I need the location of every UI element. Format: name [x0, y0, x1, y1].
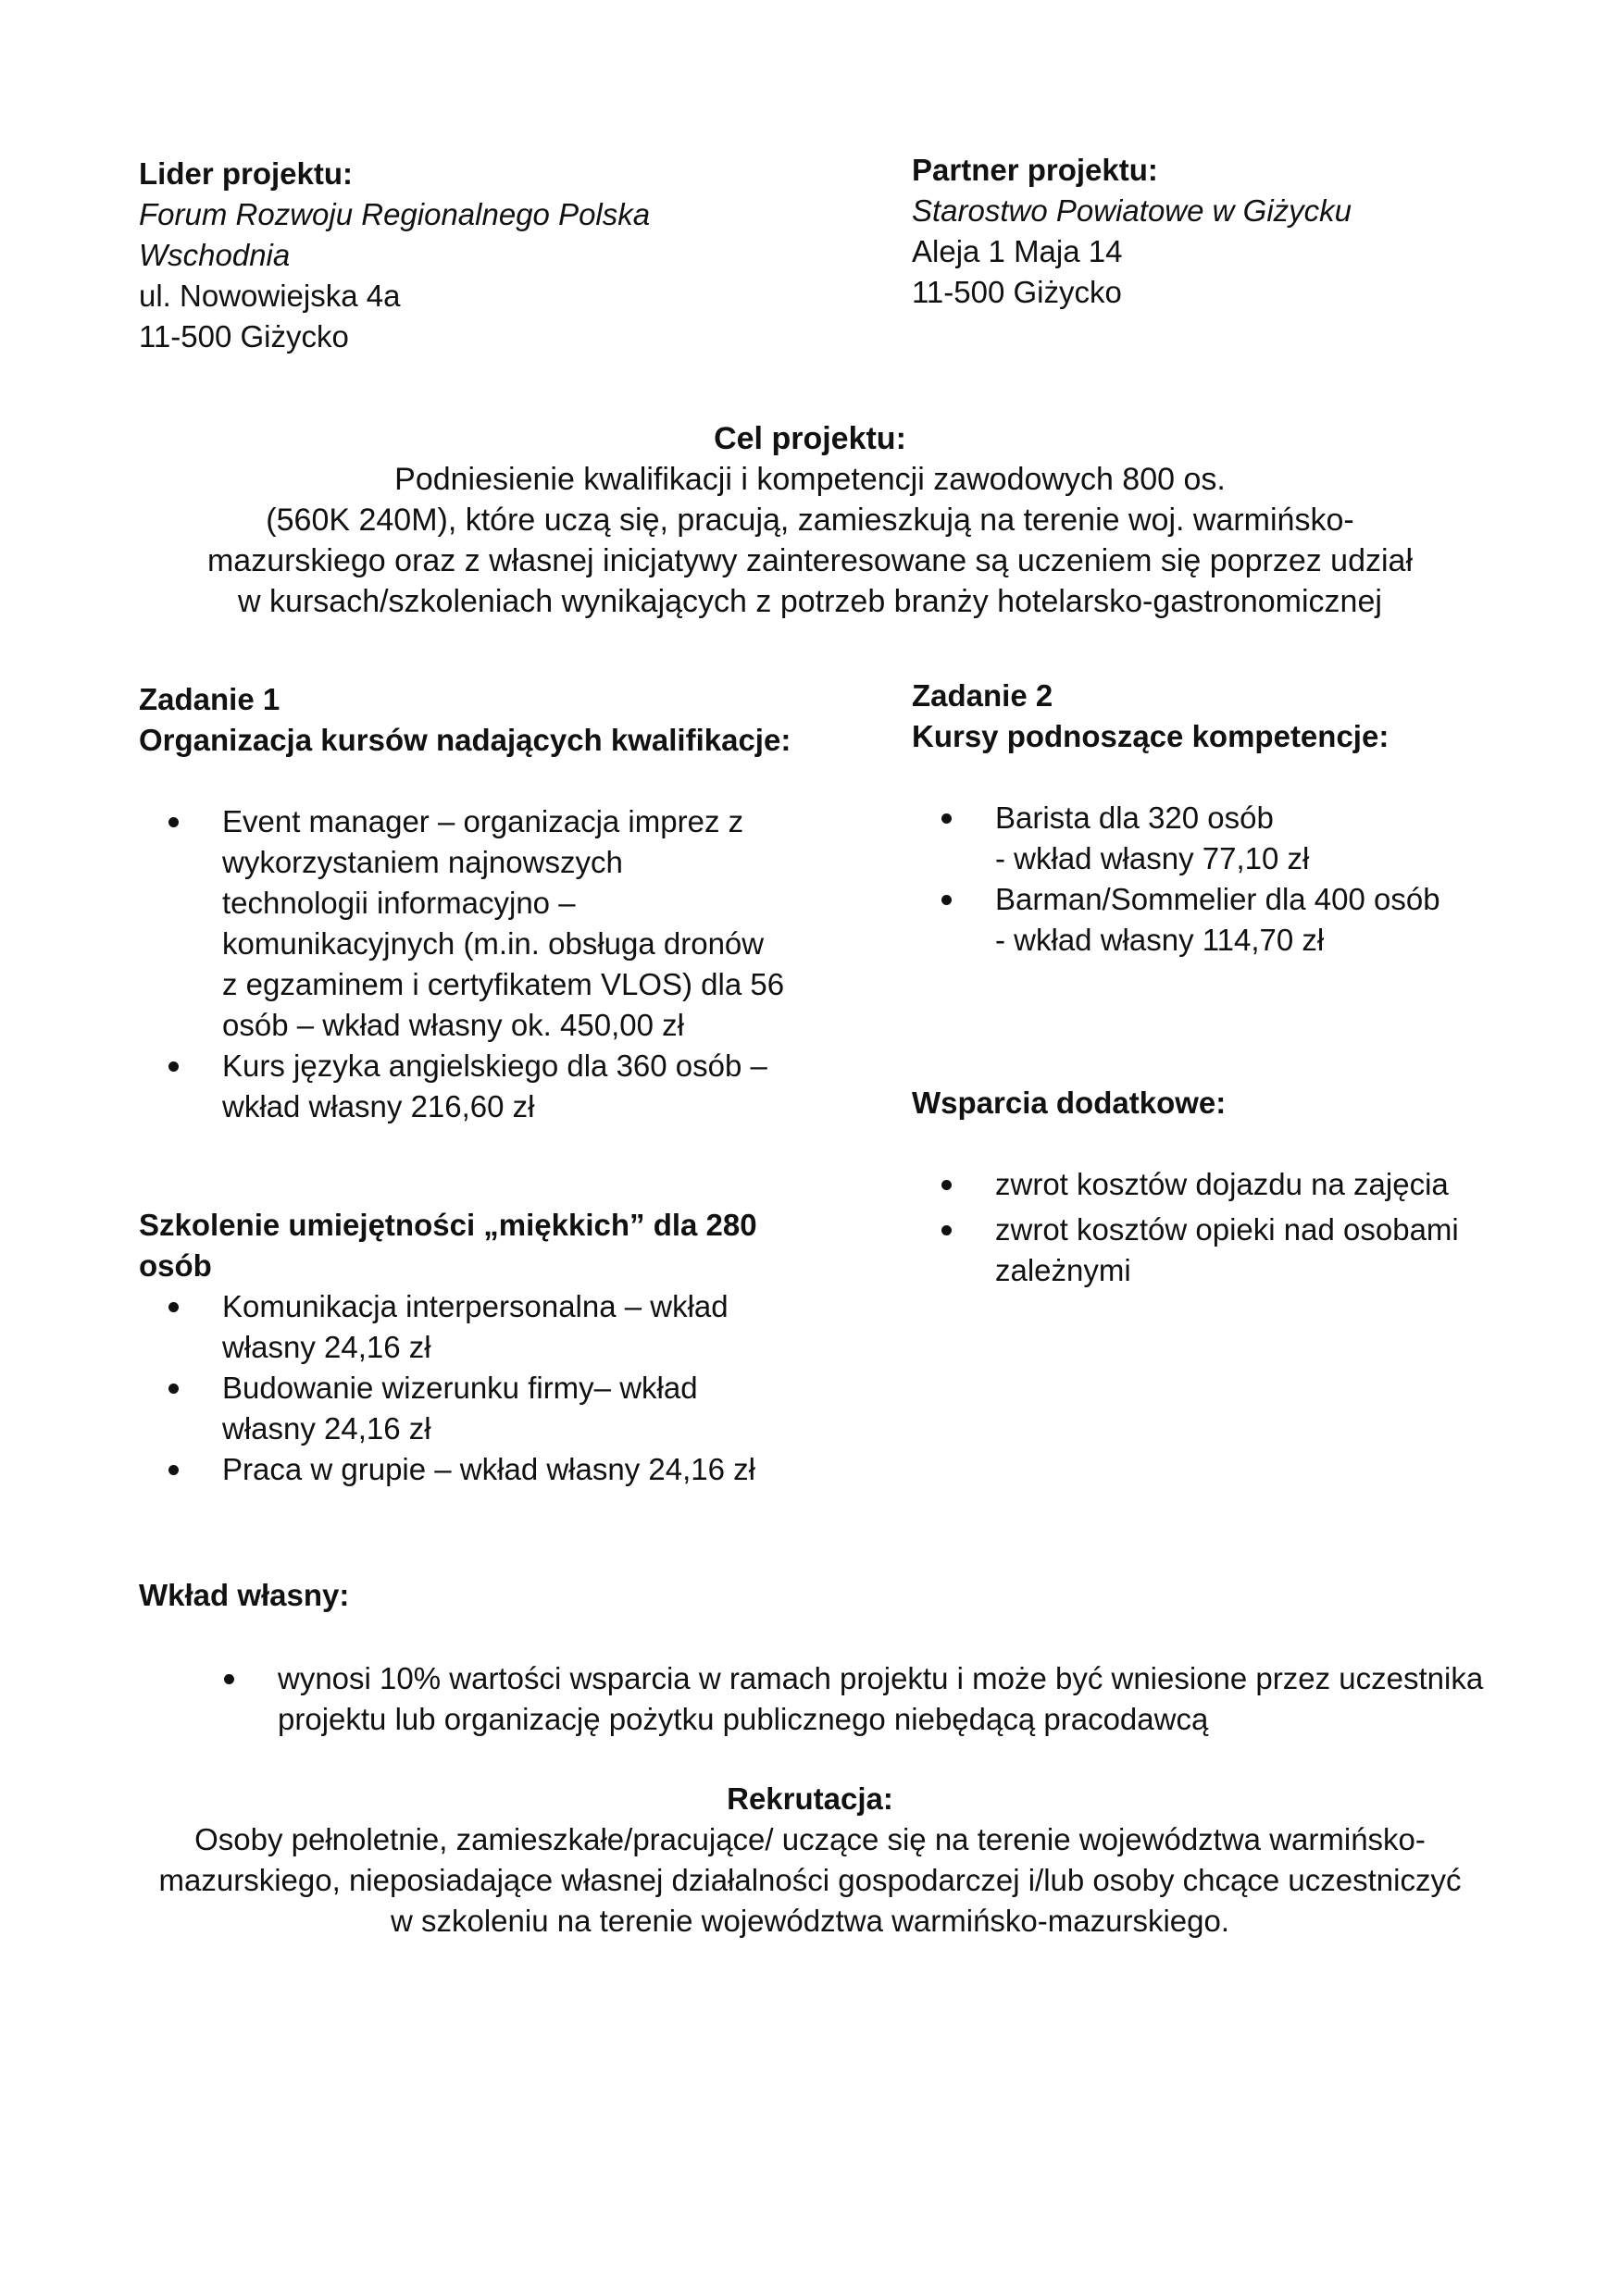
cel-line-1: Podniesienie kwalifikacji i kompetencji zawodowych 800 os. [394, 462, 1226, 497]
wsparcia-block [912, 1083, 1226, 1123]
zadanie2-subtitle: Kursy podnoszące kompetencje: [912, 719, 1389, 753]
cel-block [0, 418, 1620, 622]
bullet-icon [168, 1302, 179, 1312]
wklad-block [139, 1575, 349, 1616]
bullet-icon [941, 1225, 952, 1235]
zadanie1-block [139, 679, 791, 761]
list-item: Komunikacja interpersonalna – wkład własny 24,16 zł [139, 1286, 757, 1368]
partner-org-line-1: Starostwo Powiatowe w Giżycku [912, 193, 1352, 228]
lider-heading: Lider projektu: [139, 156, 354, 191]
wsparcia-list-container [912, 1164, 1459, 1291]
rekrutacja-line-3: w szkoleniu na terenie województwa warmińsko-mazurskiego. [390, 1904, 1230, 1938]
zadanie2-list [912, 798, 1440, 961]
bullet-icon [941, 895, 952, 905]
list-item: Event manager – organizacja imprez z wykorzystaniem najnowszych technologii informacyjno – komunikacyjnych (m.in. obsługa dronów z egzaminem i certyfikatem VLOS) dla 56 osób – wkład własny ok. 450,00 zł [139, 801, 784, 1046]
lider-address-street: ul. Nowowiejska 4a [139, 279, 401, 313]
list-item: Budowanie wizerunku firmy– wkład własny 24,16 zł [139, 1368, 757, 1449]
miekkie-heading-line-1: Szkolenie umiejętności „miękkich” dla 280 [139, 1208, 757, 1242]
bullet-icon [224, 1674, 234, 1684]
bullet-icon [168, 817, 179, 827]
lider-block [139, 154, 650, 357]
bullet-icon [941, 1180, 952, 1190]
list-item: Barman/Sommelier dla 400 osób - wkład własny 114,70 zł [912, 879, 1440, 961]
list-item: Praca w grupie – wkład własny 24,16 zł [139, 1449, 757, 1490]
partner-address-street: Aleja 1 Maja 14 [912, 234, 1123, 268]
wsparcia-list [912, 1164, 1459, 1291]
rekrutacja-line-1: Osoby pełnoletnie, zamieszkałe/pracujące/ uczące się na terenie województwa warmińsko- [194, 1822, 1426, 1856]
list-item: wynosi 10% wartości wsparcia w ramach projektu i może być wniesione przez uczestnika projektu lub organizację pożytku publicznego niebędącą pracodawcą [194, 1658, 1483, 1740]
cel-heading: Cel projektu: [714, 421, 906, 456]
zadanie2-block [912, 676, 1389, 757]
partner-block [912, 150, 1352, 313]
zadanie2-title: Zadanie 2 [912, 678, 1053, 713]
zadanie1-list-container [139, 801, 784, 1127]
zadanie1-list [139, 801, 784, 1127]
zadanie1-title: Zadanie 1 [139, 682, 280, 716]
wklad-heading: Wkład własny: [139, 1578, 350, 1612]
partner-address-city: 11-500 Giżycko [912, 275, 1122, 309]
bullet-icon [168, 1061, 179, 1072]
lider-org-line-1: Forum Rozwoju Regionalnego Polska [139, 197, 651, 231]
wklad-list-container [194, 1658, 1483, 1740]
list-item: zwrot kosztów opieki nad osobami zależnymi [912, 1210, 1459, 1291]
cel-line-3: mazurskiego oraz z własnej inicjatywy zainteresowane są uczeniem się poprzez udział [206, 543, 1414, 578]
rekrutacja-block [0, 1779, 1620, 1942]
miekkie-list [139, 1286, 757, 1490]
zadanie1-subtitle: Organizacja kursów nadających kwalifikacje: [139, 723, 791, 757]
partner-heading: Partner projektu: [912, 153, 1158, 187]
lider-org-line-2: Wschodnia [139, 238, 291, 272]
bullet-icon [168, 1465, 179, 1475]
list-item: Barista dla 320 osób - wkład własny 77,10 zł [912, 798, 1440, 879]
zadanie2-list-container [912, 798, 1440, 961]
wsparcia-heading: Wsparcia dodatkowe: [912, 1086, 1227, 1120]
lider-address-city: 11-500 Giżycko [139, 319, 349, 354]
miekkie-block [139, 1205, 757, 1490]
wklad-list [194, 1658, 1483, 1740]
list-item: zwrot kosztów dojazdu na zajęcia [912, 1164, 1459, 1205]
cel-line-2: (560K 240M), które uczą się, pracują, zamieszkują na terenie woj. warmińsko- [266, 503, 1354, 538]
bullet-icon [941, 813, 952, 824]
list-item: Kurs języka angielskiego dla 360 osób – wkład własny 216,60 zł [139, 1046, 784, 1127]
rekrutacja-line-2: mazurskiego, nieposiadające własnej działalności gospodarczej i/lub osoby chcące uczestniczyć [158, 1863, 1462, 1897]
miekkie-heading-line-2: osób [139, 1248, 212, 1283]
bullet-icon [168, 1384, 179, 1394]
cel-line-4: w kursach/szkoleniach wynikających z potrzeb branży hotelarsko-gastronomicznej [238, 584, 1382, 619]
rekrutacja-heading: Rekrutacja: [727, 1781, 893, 1816]
